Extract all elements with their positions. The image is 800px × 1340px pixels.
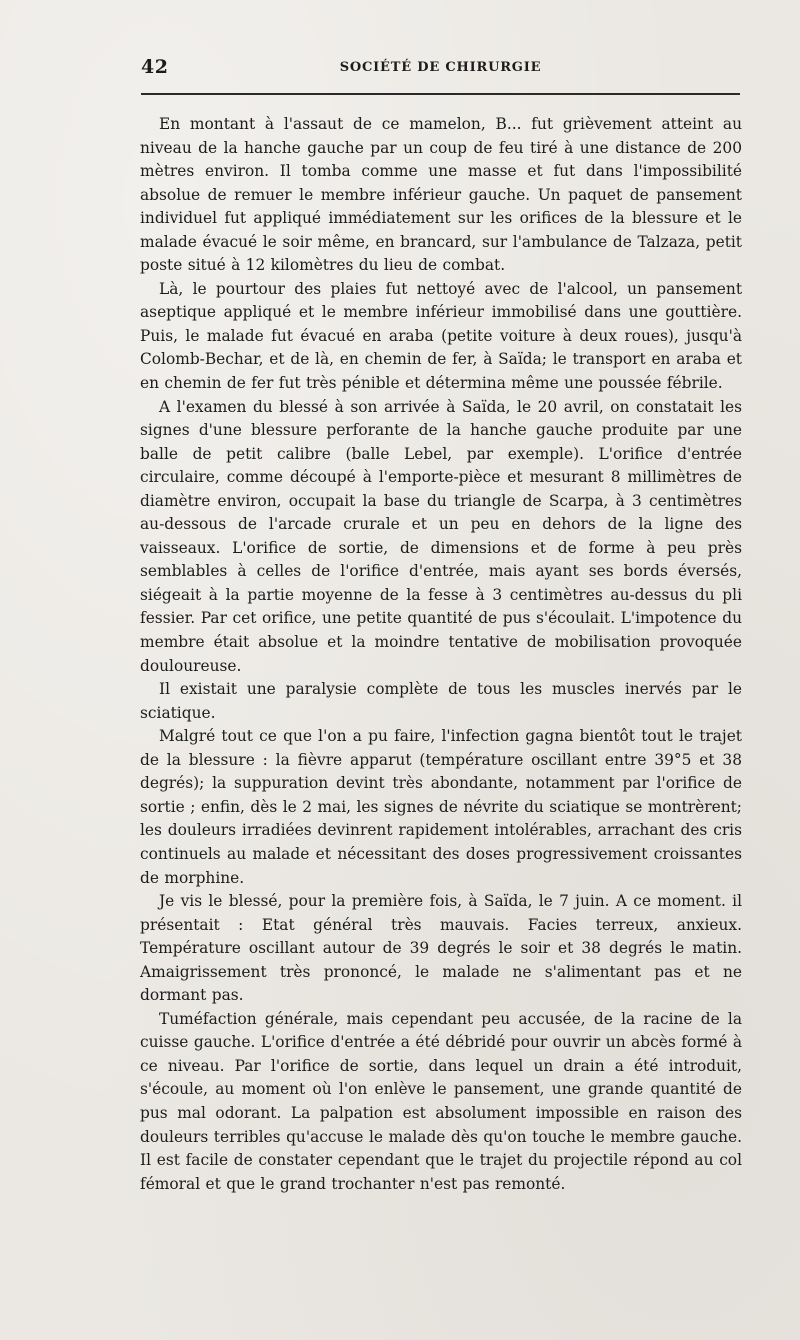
paragraph-2: Là, le pourtour des plaies fut nettoyé avec de l'alcool, un pansement aseptique appliqué et le membre inférieur immobilisé dans une gouttière. Puis, le malade fut évacué en araba (petite voiture à deux roues), jusqu'à Colomb-Bechar, et de là, en chemin de fer, à Saïda; le transport en araba et en chemin de fer fut très pénible et détermina même une poussée fébrile. (140, 279, 742, 393)
page-number: 42 (141, 56, 169, 78)
running-title: SOCIÉTÉ DE CHIRURGIE (339, 60, 542, 75)
body-text (140, 113, 742, 1196)
paragraph-5: Malgré tout ce que l'on a pu faire, l'infection gagna bientôt tout le trajet de la blessure : la fièvre apparut (température oscillant entre 39°5 et 38 degrés); la suppuration devint très abondante, notamment par l'orifice de sortie ; enfin, dès le 2 mai, les signes de névrite du sciatique se montrèrent; les douleurs irradiées devinrent rapidement intolérables, arrachant des cris continuels au malade et nécessitant des doses progressivement croissantes de morphine. (140, 727, 742, 887)
paragraph-6: Je vis le blessé, pour la première fois, à Saïda, le 7 juin. A ce moment. il présentait : Etat général très mauvais. Facies terreux, anxieux. Température oscillant autour de 39 degrés le soir et 38 degrés le matin. Amaigrissement très prononcé, le malade ne s'alimentant pas et ne dormant pas. (140, 892, 742, 1005)
paragraph-1: En montant à l'assaut de ce mamelon, B... fut grièvement atteint au niveau de la hanche gauche par un coup de feu tiré à une distance de 200 mètres environ. Il tomba comme une masse et fut dans l'impossibilité absolue de remuer le membre inférieur gauche. Un paquet de pansement individuel fut appliqué immédiatement sur les orifices de la blessure et le malade évacué le soir même, en brancard, sur l'ambulance de Talzaza, petit poste situé à 12 kilomètres du lieu de combat. (140, 115, 742, 275)
paragraph-3: A l'examen du blessé à son arrivée à Saïda, le 20 avril, on constatait les signes d'une blessure perforante de la hanche gauche produite par une balle de petit calibre (balle Lebel, par exemple). L'orifice d'entrée circulaire, comme découpé à l'emporte-pièce et mesurant 8 millimètres de diamètre environ, occupait la base du triangle de Scarpa, à 3 centimètres au-dessous de l'arcade crurale et un peu en dehors de la ligne des vaisseaux. L'orifice de sortie, de dimensions et de forme à peu près semblables à celles de l'orifice d'entrée, mais ayant ses bords éversés, siégeait à la partie moyenne de la fesse à 3 centimètres au-dessus du pli fessier. Par cet orifice, une petite quantité de pus s'écoulait. L'impotence du membre était absolue et la moindre tentative de mobilisation provoquée douloureuse. (140, 397, 742, 675)
paragraph-7: Tuméfaction générale, mais cependant peu accusée, de la racine de la cuisse gauche. L'orifice d'entrée a été débridé pour ouvrir un abcès formé à ce niveau. Par l'orifice de sortie, dans lequel un drain a été introduit, s'écoule, au moment où l'on enlève le pansement, une grande quantité de pus mal odorant. La palpation est absolument impossible en raison des douleurs terribles qu'accuse le malade dès qu'on touche le membre gauche. Il est facile de constater cependant que le trajet du projectile répond au col fémoral et que le grand trochanter n'est pas remonté. (140, 1009, 742, 1193)
paragraph-4: Il existait une paralysie complète de tous les muscles inervés par le sciatique. (140, 680, 742, 722)
header-rule (141, 93, 740, 95)
page-header (141, 56, 740, 78)
